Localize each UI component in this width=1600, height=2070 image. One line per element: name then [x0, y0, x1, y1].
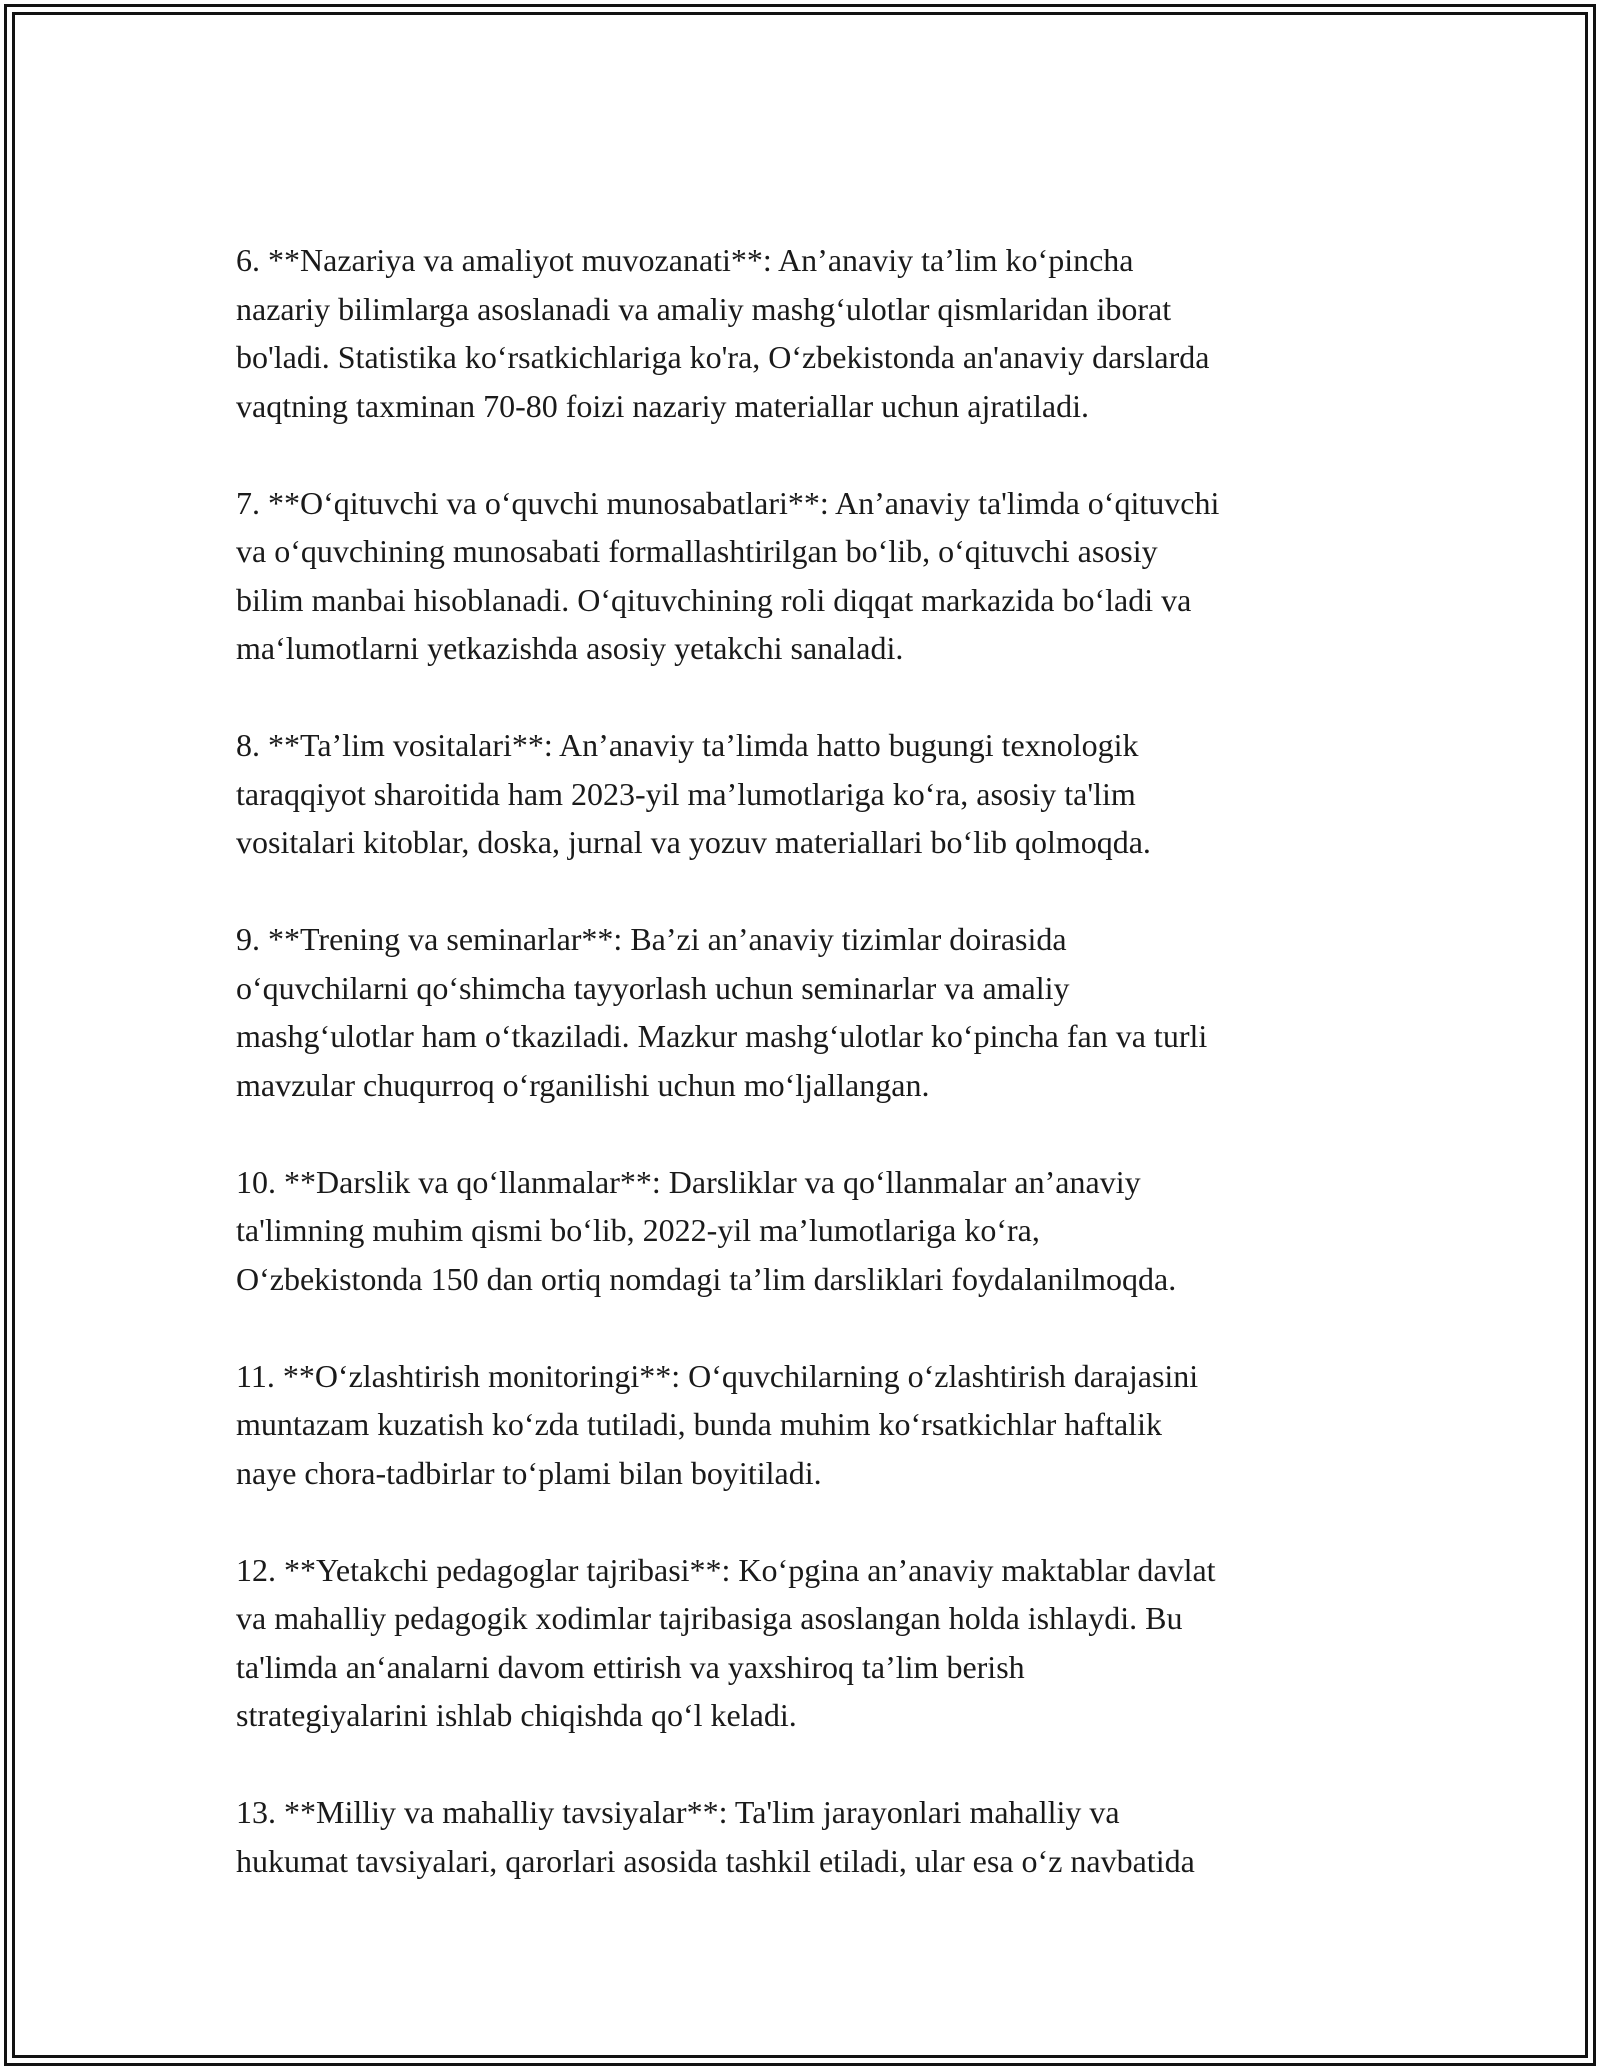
text-line: 11. **O‘zlashtirish monitoringi**: O‘quvchilarning o‘zlashtirish darajasini [236, 1357, 1199, 1394]
text-line: ta'limda an‘analarni davom ettirish va yaxshiroq ta’lim berish [236, 1648, 1025, 1685]
text-line: 12. **Yetakchi pedagoglar tajribasi**: Ko‘pgina an’anaviy maktablar davlat [236, 1551, 1216, 1588]
text-line: hukumat tavsiyalari, qarorlari asosida tashkil etiladi, ular esa o‘z navbatida [236, 1842, 1195, 1879]
text-line: 7. **O‘qituvchi va o‘quvchi munosabatlari**: An’anaviy ta'limda o‘qituvchi [236, 484, 1220, 521]
paragraph-item-7 [236, 479, 1386, 673]
text-line: vositalari kitoblar, doska, jurnal va yozuv materiallari bo‘lib qolmoqda. [236, 824, 1151, 860]
text-line: bilim manbai hisoblanadi. O‘qituvchining roli diqqat markazida bo‘ladi va [236, 581, 1192, 618]
text-line: mashg‘ulotlar ham o‘tkaziladi. Mazkur mashg‘ulotlar ko‘pincha fan va turli [236, 1018, 1208, 1054]
text-line: mavzular chuqurroq o‘rganilishi uchun mo‘ljallangan. [236, 1066, 930, 1103]
paragraph-item-9 [236, 915, 1386, 1109]
text-line: 8. **Ta’lim vositalari**: An’anaviy ta’limda hatto bugungi texnologik [236, 727, 1139, 763]
text-line: 6. **Nazariya va amaliyot muvozanati**: An’anaviy ta’lim ko‘pincha [236, 242, 1134, 278]
text-line: muntazam kuzatish ko‘zda tutiladi, bunda muhim ko‘rsatkichlar haftalik [236, 1406, 1162, 1442]
text-line: ma‘lumotlarni yetkazishda asosiy yetakchi sanaladi. [236, 630, 904, 666]
text-line: nazariy bilimlarga asoslanadi va amaliy mashg‘ulotlar qismlaridan iborat [236, 290, 1172, 327]
paragraph-item-10 [236, 1158, 1386, 1304]
text-line: bo'ladi. Statistika ko‘rsatkichlariga ko'ra, O‘zbekistonda an'anaviy darslarda [236, 339, 1210, 375]
text-line: ta'limning muhim qismi bo‘lib, 2022-yil ma’lumotlariga ko‘ra, [236, 1212, 1040, 1248]
text-line: va mahalliy pedagogik xodimlar tajribasiga asoslangan holda ishlaydi. Bu [236, 1600, 1183, 1636]
text-line: o‘quvchilarni qo‘shimcha tayyorlash uchun seminarlar va amaliy [236, 969, 1070, 1006]
paragraph-item-8 [236, 721, 1386, 867]
text-line: taraqqiyot sharoitida ham 2023-yil ma’lumotlariga ko‘ra, asosiy ta'lim [236, 775, 1136, 812]
paragraph-item-11 [236, 1352, 1386, 1498]
text-line: naye chora-tadbirlar to‘plami bilan boyitiladi. [236, 1454, 822, 1491]
paragraph-item-12 [236, 1546, 1386, 1740]
text-line: 10. **Darslik va qo‘llanmalar**: Darsliklar va qo‘llanmalar an’anaviy [236, 1163, 1141, 1200]
text-line: vaqtning taxminan 70-80 foizi nazariy materiallar uchun ajratiladi. [236, 387, 1090, 424]
text-line: 13. **Milliy va mahalliy tavsiyalar**: Ta'lim jarayonlari mahalliy va [236, 1794, 1120, 1830]
text-line: strategiyalarini ishlab chiqishda qo‘l keladi. [236, 1697, 797, 1733]
text-line: 9. **Trening va seminarlar**: Ba’zi an’anaviy tizimlar doirasida [236, 921, 1067, 957]
paragraph-item-6 [236, 236, 1386, 430]
document-body [236, 236, 1386, 1934]
paragraph-item-13 [236, 1788, 1386, 1885]
text-line: va o‘quvchining munosabati formallashtirilgan bo‘lib, o‘qituvchi asosiy [236, 533, 1158, 569]
text-line: O‘zbekistonda 150 dan ortiq nomdagi ta’lim darsliklari foydalanilmoqda. [236, 1260, 1177, 1297]
